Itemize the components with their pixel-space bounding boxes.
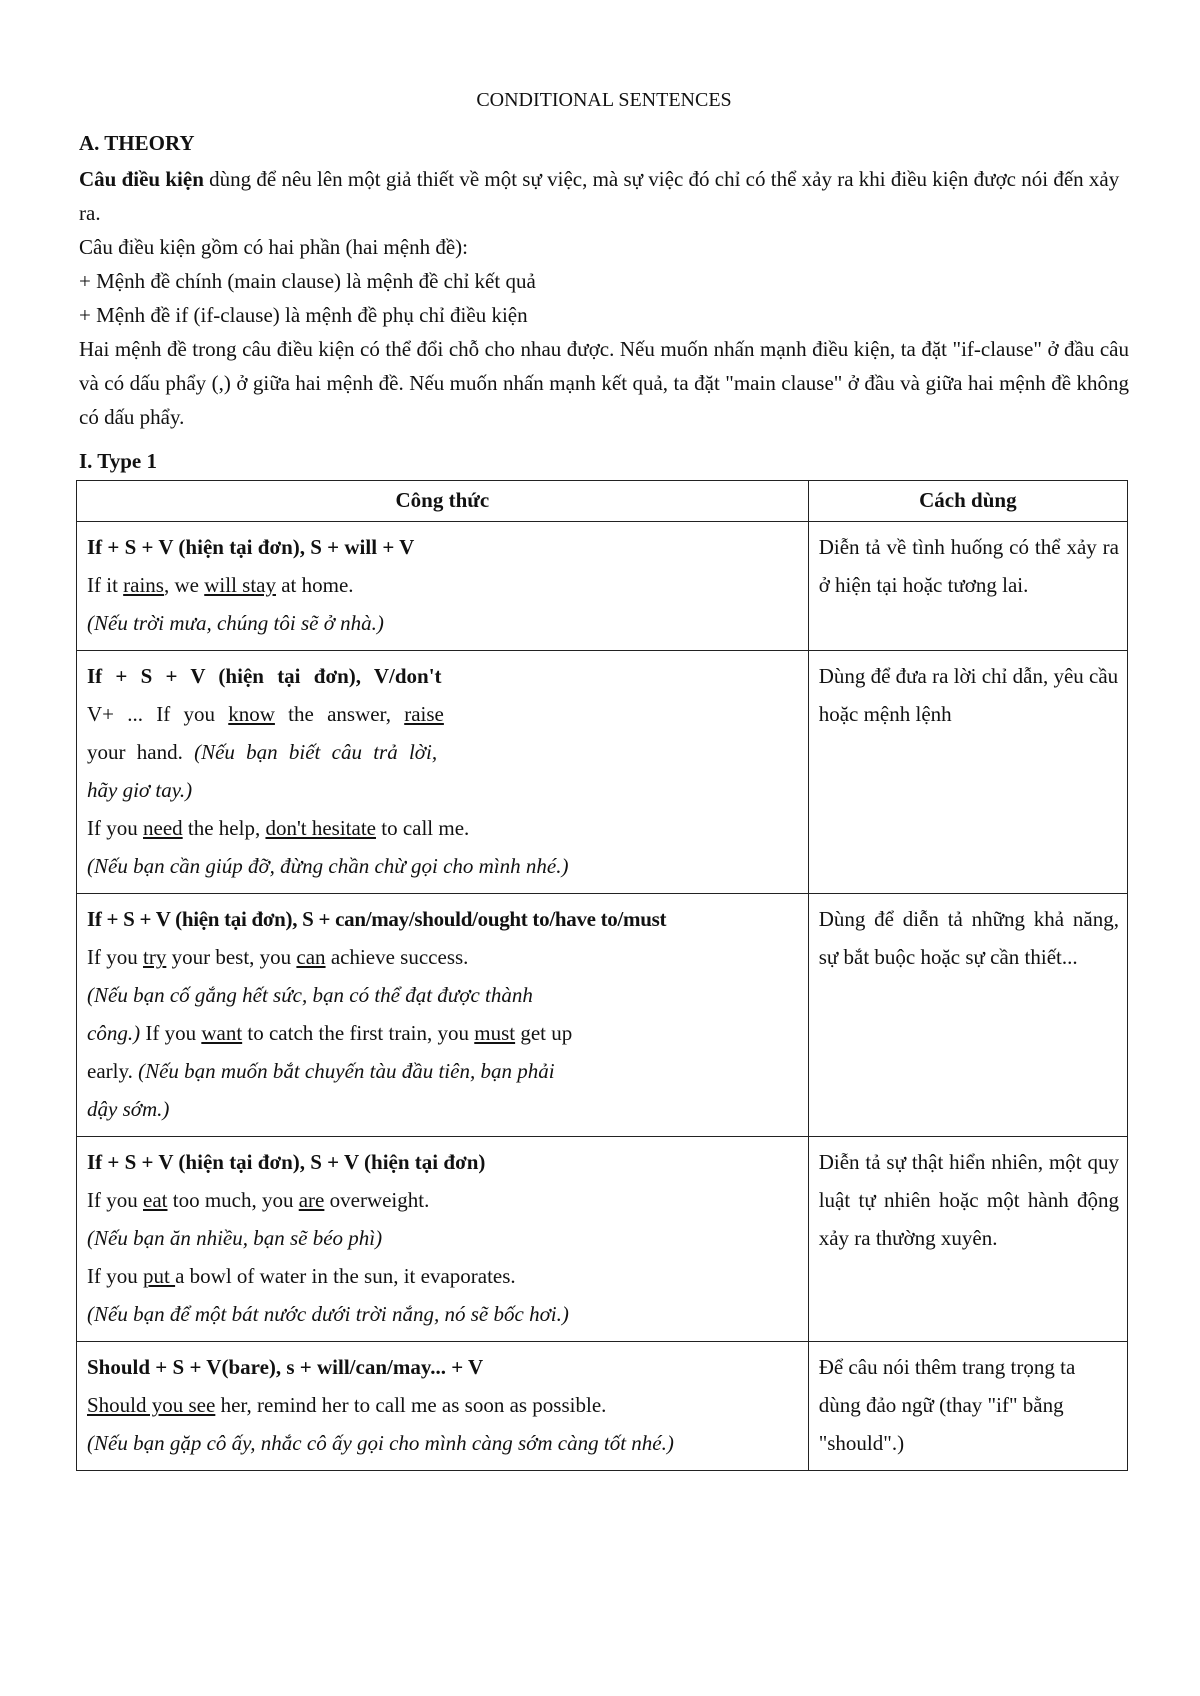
translation: (Nếu bạn để một bát nước dưới trời nắng, nó sẽ bốc hơi.) [87,1302,569,1326]
table-row [77,1342,1128,1471]
usage-cell: Diễn tả sự thật hiển nhiên, một quy luật tự nhiên hoặc một hành động xảy ra thường xuyên. [808,1137,1127,1342]
intro-paragraph-2: Câu điều kiện gồm có hai phần (hai mệnh đề): [79,235,468,259]
intro-term: Câu điều kiện [79,167,204,191]
translation: hãy giơ tay.) [87,778,193,802]
intro-if-clause: + Mệnh đề if (if-clause) là mệnh đề phụ chỉ điều kiện [79,303,528,327]
type1-table [76,480,1128,1471]
translation: (Nếu bạn cố gắng hết sức, bạn có thể đạt được thành [87,983,533,1007]
formula-cell [77,522,809,651]
formula-cell [77,651,809,894]
table-row [77,522,1128,651]
translation: (Nếu bạn cần giúp đỡ, đừng chần chừ gọi cho mình nhé.) [87,854,569,878]
example-continued: early. (Nếu bạn muốn bắt chuyến tàu đầu tiên, bạn phải [87,1059,555,1083]
example: If you need the help, don't hesitate to call me. [87,816,470,840]
table-row [77,1137,1128,1342]
formula-cell [77,1137,809,1342]
intro-definition: dùng để nêu lên một giả thiết về một sự việc, mà sự việc đó chỉ có thể xảy ra khi điều kiện được nói đến xảy ra. [79,167,1120,225]
formula: If + S + V (hiện tại đơn), V/don't [87,664,442,688]
example: If it rains, we will stay at home. [87,573,354,597]
translation: (Nếu bạn gặp cô ấy, nhắc cô ấy gọi cho mình càng sớm càng tốt nhé.) [87,1431,674,1455]
example: If you try your best, you can achieve success. [87,945,469,969]
example: công.) If you want to catch the first train, you must get up [87,1021,573,1045]
usage-cell: Để câu nói thêm trang trọng ta dùng đảo ngữ (thay "if" bằng "should".) [808,1342,1127,1471]
formula: Should + S + V(bare), s + will/can/may... + V [87,1355,484,1379]
intro-paragraph-5: Hai mệnh đề trong câu điều kiện có thể đổi chỗ cho nhau được. Nếu muốn nhấn mạnh điều kiện, ta đặt "if-clause" ở đầu câu và có dấu phẩy (,) ở giữa hai mệnh đề. Nếu muốn nhấn mạnh kết quả, ta đặt "main clause" ở đầu và giữa hai mệnh đề không có dấu phẩy. [79,337,1129,429]
translation: dậy sớm.) [87,1097,170,1121]
example-continued: your hand. (Nếu bạn biết câu trả lời, [87,740,438,764]
intro-paragraph-1 [79,162,1129,230]
table-row [77,651,1128,894]
table-row [77,894,1128,1137]
formula: If + S + V (hiện tại đơn), S + will + V [87,535,415,559]
table-header-row [77,481,1128,522]
document-title: CONDITIONAL SENTENCES [476,89,732,111]
example: Should you see her, remind her to call me as soon as possible. [87,1393,607,1417]
formula: If + S + V (hiện tại đơn), S + can/may/should/ought to/have to/must [87,907,667,931]
header-usage: Cách dùng [808,481,1127,522]
usage-cell: Dùng để diễn tả những khả năng, sự bắt buộc hoặc sự cần thiết... [808,894,1127,1137]
intro-main-clause: + Mệnh đề chính (main clause) là mệnh đề chỉ kết quả [79,269,536,293]
example: V+ ... If you know the answer, raise [87,702,444,726]
section-a-heading: A. THEORY [79,131,195,155]
example: If you put a bowl of water in the sun, it evaporates. [87,1264,516,1288]
document-page [79,86,1129,1471]
formula-cell [77,894,809,1137]
usage-cell: Diễn tả về tình huống có thể xảy ra ở hiện tại hoặc tương lai. [808,522,1127,651]
usage-cell: Dùng để đưa ra lời chỉ dẫn, yêu cầu hoặc mệnh lệnh [808,651,1127,894]
type1-heading: I. Type 1 [79,449,157,473]
translation: (Nếu trời mưa, chúng tôi sẽ ở nhà.) [87,611,384,635]
translation: (Nếu bạn ăn nhiều, bạn sẽ béo phì) [87,1226,383,1250]
formula: If + S + V (hiện tại đơn), S + V (hiện tại đơn) [87,1150,486,1174]
header-formula: Công thức [77,481,809,522]
example: If you eat too much, you are overweight. [87,1188,430,1212]
formula-cell [77,1342,809,1471]
